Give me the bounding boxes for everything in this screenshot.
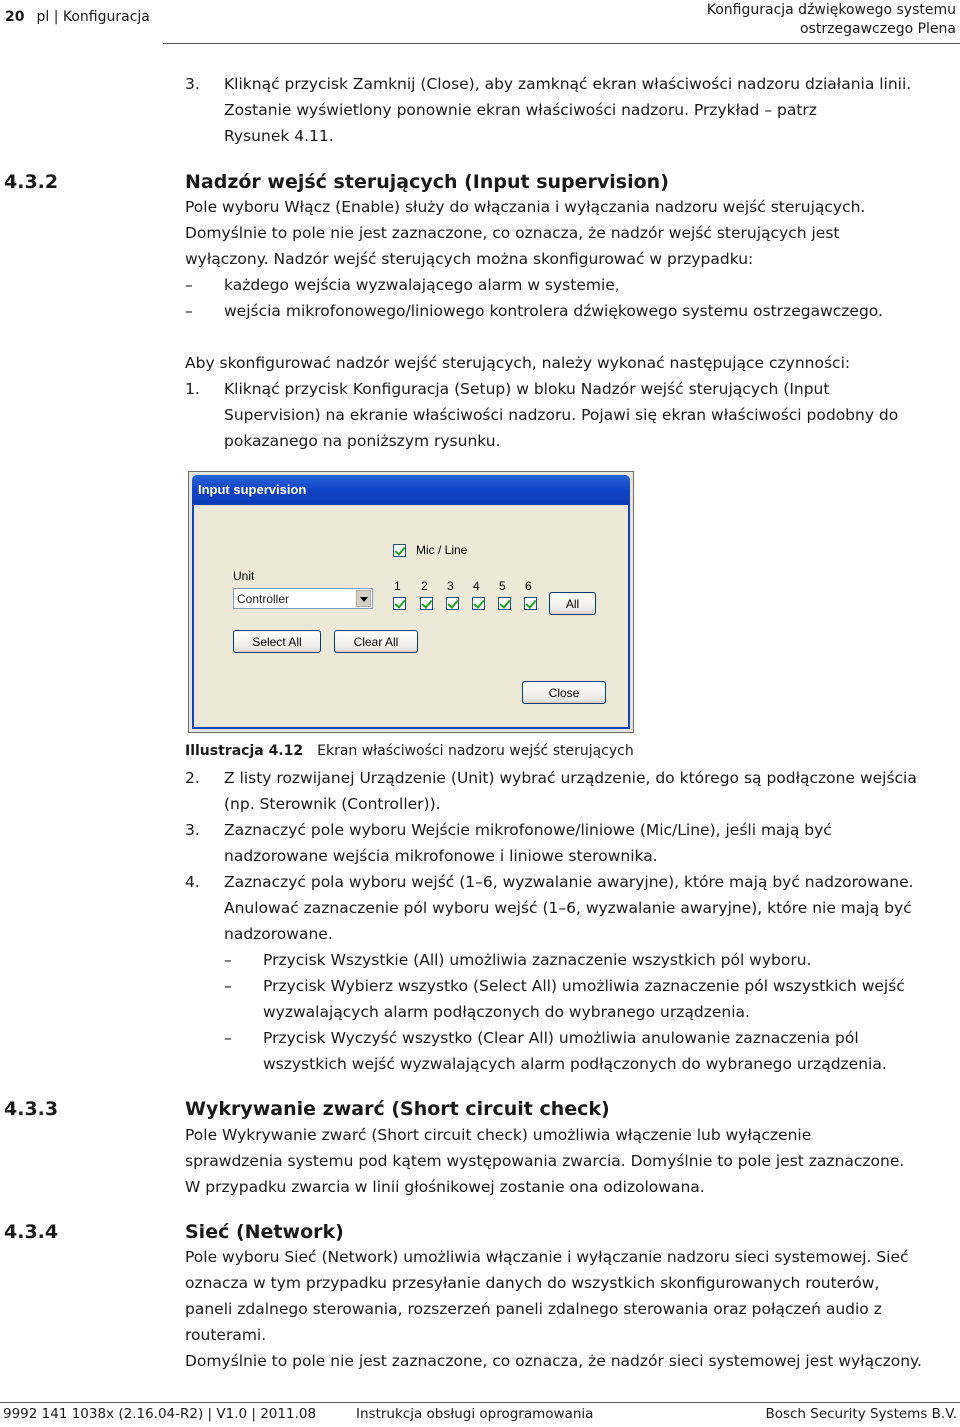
step-line: pokazanego na poniższym rysunku.	[224, 432, 501, 450]
footer-divider	[0, 1402, 960, 1403]
paragraph-line: wyłączony. Nadzór wejść sterujących można skonfigurować w przypadku:	[185, 250, 754, 268]
footer-doc-id: 9992 141 1038x (2.16.04-R2) | V1.0 | 2011.08	[3, 1406, 317, 1422]
step-line: Zaznaczyć pole wyboru Wejście mikrofonowe/liniowe (Mic/Line), jeśli mają być	[224, 821, 832, 839]
unit-label: Unit	[233, 569, 255, 583]
intro-link[interactable]: Rysunek 4.11.	[224, 127, 334, 145]
chevron-down-icon[interactable]	[356, 590, 371, 607]
input-3-checkbox[interactable]	[446, 597, 459, 610]
input-number-3: 3	[447, 579, 454, 593]
input-1-checkbox[interactable]	[393, 597, 406, 610]
paragraph-line: Pole wyboru Sieć (Network) umożliwia włączanie i wyłączanie nadzoru sieci systemowej. Sieć	[185, 1248, 909, 1266]
input-supervision-dialog	[188, 471, 634, 733]
step-number: 2.	[185, 769, 200, 787]
section-number: 4.3.2	[4, 171, 59, 193]
input-number-5: 5	[499, 579, 506, 593]
input-5-checkbox[interactable]	[498, 597, 511, 610]
input-number-6: 6	[525, 579, 532, 593]
bullet-dash: –	[185, 302, 193, 320]
unit-select-value: Controller	[237, 592, 290, 606]
clear-all-button[interactable]: Clear All	[334, 630, 418, 653]
paragraph-line: Pole wyboru Włącz (Enable) służy do włączania i wyłączania nadzoru wejść sterujących.	[185, 198, 866, 216]
paragraph-line: oznacza w tym przypadku przesyłanie danych do wszystkich skonfigurowanych routerów,	[185, 1274, 880, 1292]
section-title: Nadzór wejść sterujących (Input supervision)	[185, 171, 669, 193]
dialog-body	[192, 505, 630, 729]
mic-line-checkbox[interactable]	[393, 544, 406, 557]
section-number: 4.3.3	[4, 1098, 59, 1120]
step-line: Anulować zaznaczenie pól wyboru wejść (1–6, wyzwalanie awaryjne), które nie mają być	[224, 899, 912, 917]
step-line: Zaznaczyć pola wyboru wejść (1–6, wyzwalanie awaryjne), które mają być nadzorowane.	[224, 873, 914, 891]
sub-bullet-line: wszystkich wejść wyzwalających alarm podłączonych do wybranego urządzenia.	[263, 1055, 887, 1073]
page-header-left	[5, 9, 150, 25]
step-line: Z listy rozwijanej Urządzenie (Unit) wybrać urządzenie, do którego są podłączone wejścia	[224, 769, 917, 787]
paragraph-line: paneli zdalnego sterowania, rozszerzeń paneli zdalnego sterowania oraz połączeń audio z	[185, 1300, 882, 1318]
header-section: pl | Konfiguracja	[36, 9, 150, 25]
paragraph-line: Domyślnie to pole nie jest zaznaczone, co oznacza, że nadzór wejść sterujących jest	[185, 224, 840, 242]
dialog-titlebar	[192, 475, 630, 505]
step-line: nadzorowane.	[224, 925, 333, 943]
sub-bullet-line: Przycisk Wyczyść wszystko (Clear All) umożliwia anulowanie zaznaczenia pól	[263, 1029, 859, 1047]
step-line: (np. Sterownik (Controller)).	[224, 795, 441, 813]
unit-select[interactable]	[233, 588, 373, 609]
input-number-1: 1	[394, 579, 401, 593]
paragraph-line: Pole Wykrywanie zwarć (Short circuit check) umożliwia włączenie lub wyłączenie	[185, 1126, 812, 1144]
paragraph-line: sprawdzenia systemu pod kątem występowania zwarcia. Domyślnie to pole jest zaznaczone.	[185, 1152, 905, 1170]
bullet-dash: –	[185, 276, 193, 294]
paragraph-line: Domyślnie to pole nie jest zaznaczone, co oznacza, że nadzór sieci systemowej jest wyłączony.	[185, 1352, 922, 1370]
bullet-dash: –	[224, 1029, 232, 1047]
figure-caption	[185, 741, 634, 761]
bullet-dash: –	[224, 977, 232, 995]
bullet-item: każdego wejścia wyzwalającego alarm w systemie,	[224, 276, 620, 294]
mic-line-label: Mic / Line	[416, 543, 468, 557]
step-line: Supervision) na ekranie właściwości nadzoru. Pojawi się ekran właściwości podobny do	[224, 406, 899, 424]
input-number-4: 4	[473, 579, 480, 593]
sub-bullet-line: wyzwalających alarm podłączonych do wybranego urządzenia.	[263, 1003, 750, 1021]
bullet-dash: –	[224, 951, 232, 969]
header-title-line2: ostrzegawczego Plena	[800, 21, 956, 37]
section-title: Sieć (Network)	[185, 1221, 344, 1243]
input-6-checkbox[interactable]	[524, 597, 537, 610]
step-number: 1.	[185, 380, 200, 398]
figure-caption-label: Illustracja 4.12	[185, 743, 304, 759]
paragraph-line: W przypadku zwarcia w linii głośnikowej zostanie ona odizolowana.	[185, 1178, 705, 1196]
page-header-right	[707, 1, 956, 39]
section-title: Wykrywanie zwarć (Short circuit check)	[185, 1098, 610, 1120]
sub-bullet-line: Przycisk Wybierz wszystko (Select All) umożliwia zaznaczenie pól wszystkich wejść	[263, 977, 905, 995]
step-line: nadzorowane wejścia mikrofonowe i liniowe sterownika.	[224, 847, 658, 865]
step-line: Kliknąć przycisk Konfiguracja (Setup) w bloku Nadzór wejść sterujących (Input	[224, 380, 830, 398]
footer-company: Bosch Security Systems B.V.	[765, 1406, 957, 1422]
figure-caption-text: Ekran właściwości nadzoru wejść sterujących	[317, 743, 634, 759]
page-number: 20	[5, 9, 25, 25]
paragraph-line: routerami.	[185, 1326, 267, 1344]
dialog-title: Input supervision	[198, 482, 307, 497]
input-2-checkbox[interactable]	[420, 597, 433, 610]
header-divider	[163, 43, 960, 44]
all-button[interactable]: All	[549, 592, 596, 615]
step-number: 3.	[185, 821, 200, 839]
input-4-checkbox[interactable]	[472, 597, 485, 610]
section-number: 4.3.4	[4, 1221, 59, 1243]
intro-step-number: 3.	[185, 75, 200, 93]
header-title-line1: Konfiguracja dźwiękowego systemu	[706, 2, 956, 18]
bullet-item: wejścia mikrofonowego/liniowego kontrolera dźwiękowego systemu ostrzegawczego.	[224, 302, 883, 320]
input-number-2: 2	[421, 579, 428, 593]
step-number: 4.	[185, 873, 200, 891]
select-all-button[interactable]: Select All	[233, 630, 321, 653]
intro-line: Kliknąć przycisk Zamknij (Close), aby zamknąć ekran właściwości nadzoru działania linii.	[224, 75, 912, 93]
paragraph-line: Aby skonfigurować nadzór wejść sterujących, należy wykonać następujące czynności:	[185, 354, 851, 372]
sub-bullet-line: Przycisk Wszystkie (All) umożliwia zaznaczenie wszystkich pól wyboru.	[263, 951, 812, 969]
footer-doc-title: Instrukcja obsługi oprogramowania	[356, 1406, 594, 1422]
close-button[interactable]: Close	[522, 681, 606, 704]
intro-line: Zostanie wyświetlony ponownie ekran właściwości nadzoru. Przykład – patrz	[224, 101, 817, 119]
